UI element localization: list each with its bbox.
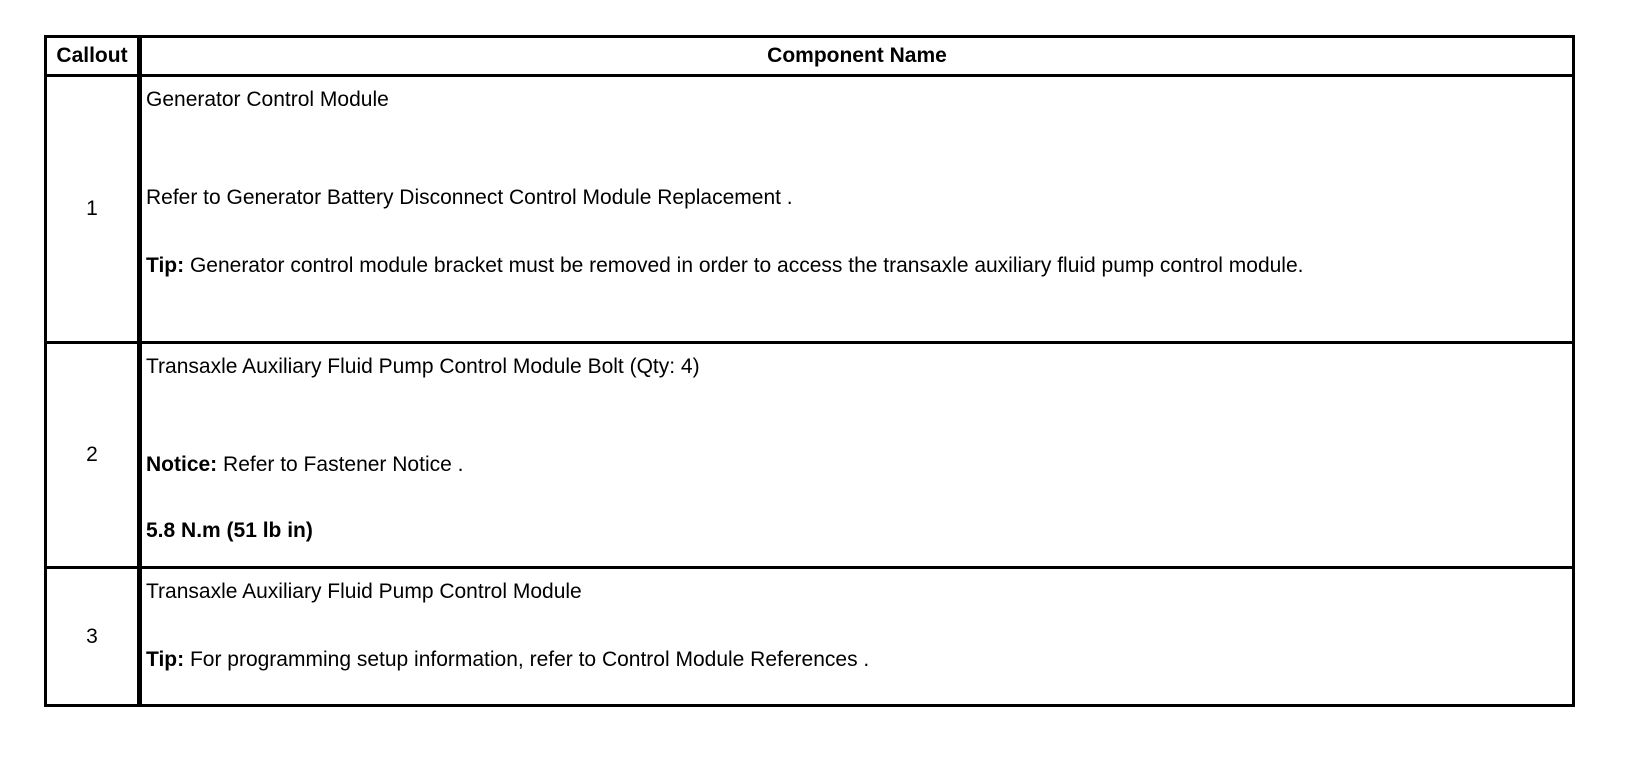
table-row: [46, 568, 1574, 706]
tip-text: For programming setup information, refer to Control Module References .: [184, 648, 870, 671]
notice-note: [146, 452, 1568, 478]
component-description: [140, 343, 1574, 568]
notice-label: Notice:: [146, 453, 218, 476]
tip-label: Tip:: [146, 648, 185, 671]
component-description: [140, 568, 1574, 706]
header-callout: Callout: [46, 37, 140, 76]
tip-label: Tip:: [146, 254, 185, 277]
callout-number: 3: [46, 568, 140, 706]
callout-number: 1: [46, 76, 140, 343]
table-row: [46, 76, 1574, 343]
component-title: Transaxle Auxiliary Fluid Pump Control Module: [146, 580, 582, 603]
component-title: Transaxle Auxiliary Fluid Pump Control Module Bolt (Qty: 4): [146, 355, 700, 378]
callout-table: [44, 35, 1575, 707]
component-title: Generator Control Module: [146, 88, 389, 111]
tip-note: [146, 253, 1568, 279]
component-description: [140, 76, 1574, 343]
tip-note: [146, 647, 1568, 673]
header-component-name: Component Name: [140, 37, 1574, 76]
notice-text: Refer to Fastener Notice .: [217, 453, 464, 476]
table-header-row: [46, 37, 1574, 76]
procedure-reference: Refer to Generator Battery Disconnect Control Module Replacement .: [146, 186, 793, 209]
callout-number: 2: [46, 343, 140, 568]
tip-text: Generator control module bracket must be removed in order to access the transaxle auxiliary fluid pump control module.: [184, 254, 1304, 277]
table-row: [46, 343, 1574, 568]
torque-spec: 5.8 N.m (51 lb in): [146, 519, 313, 542]
